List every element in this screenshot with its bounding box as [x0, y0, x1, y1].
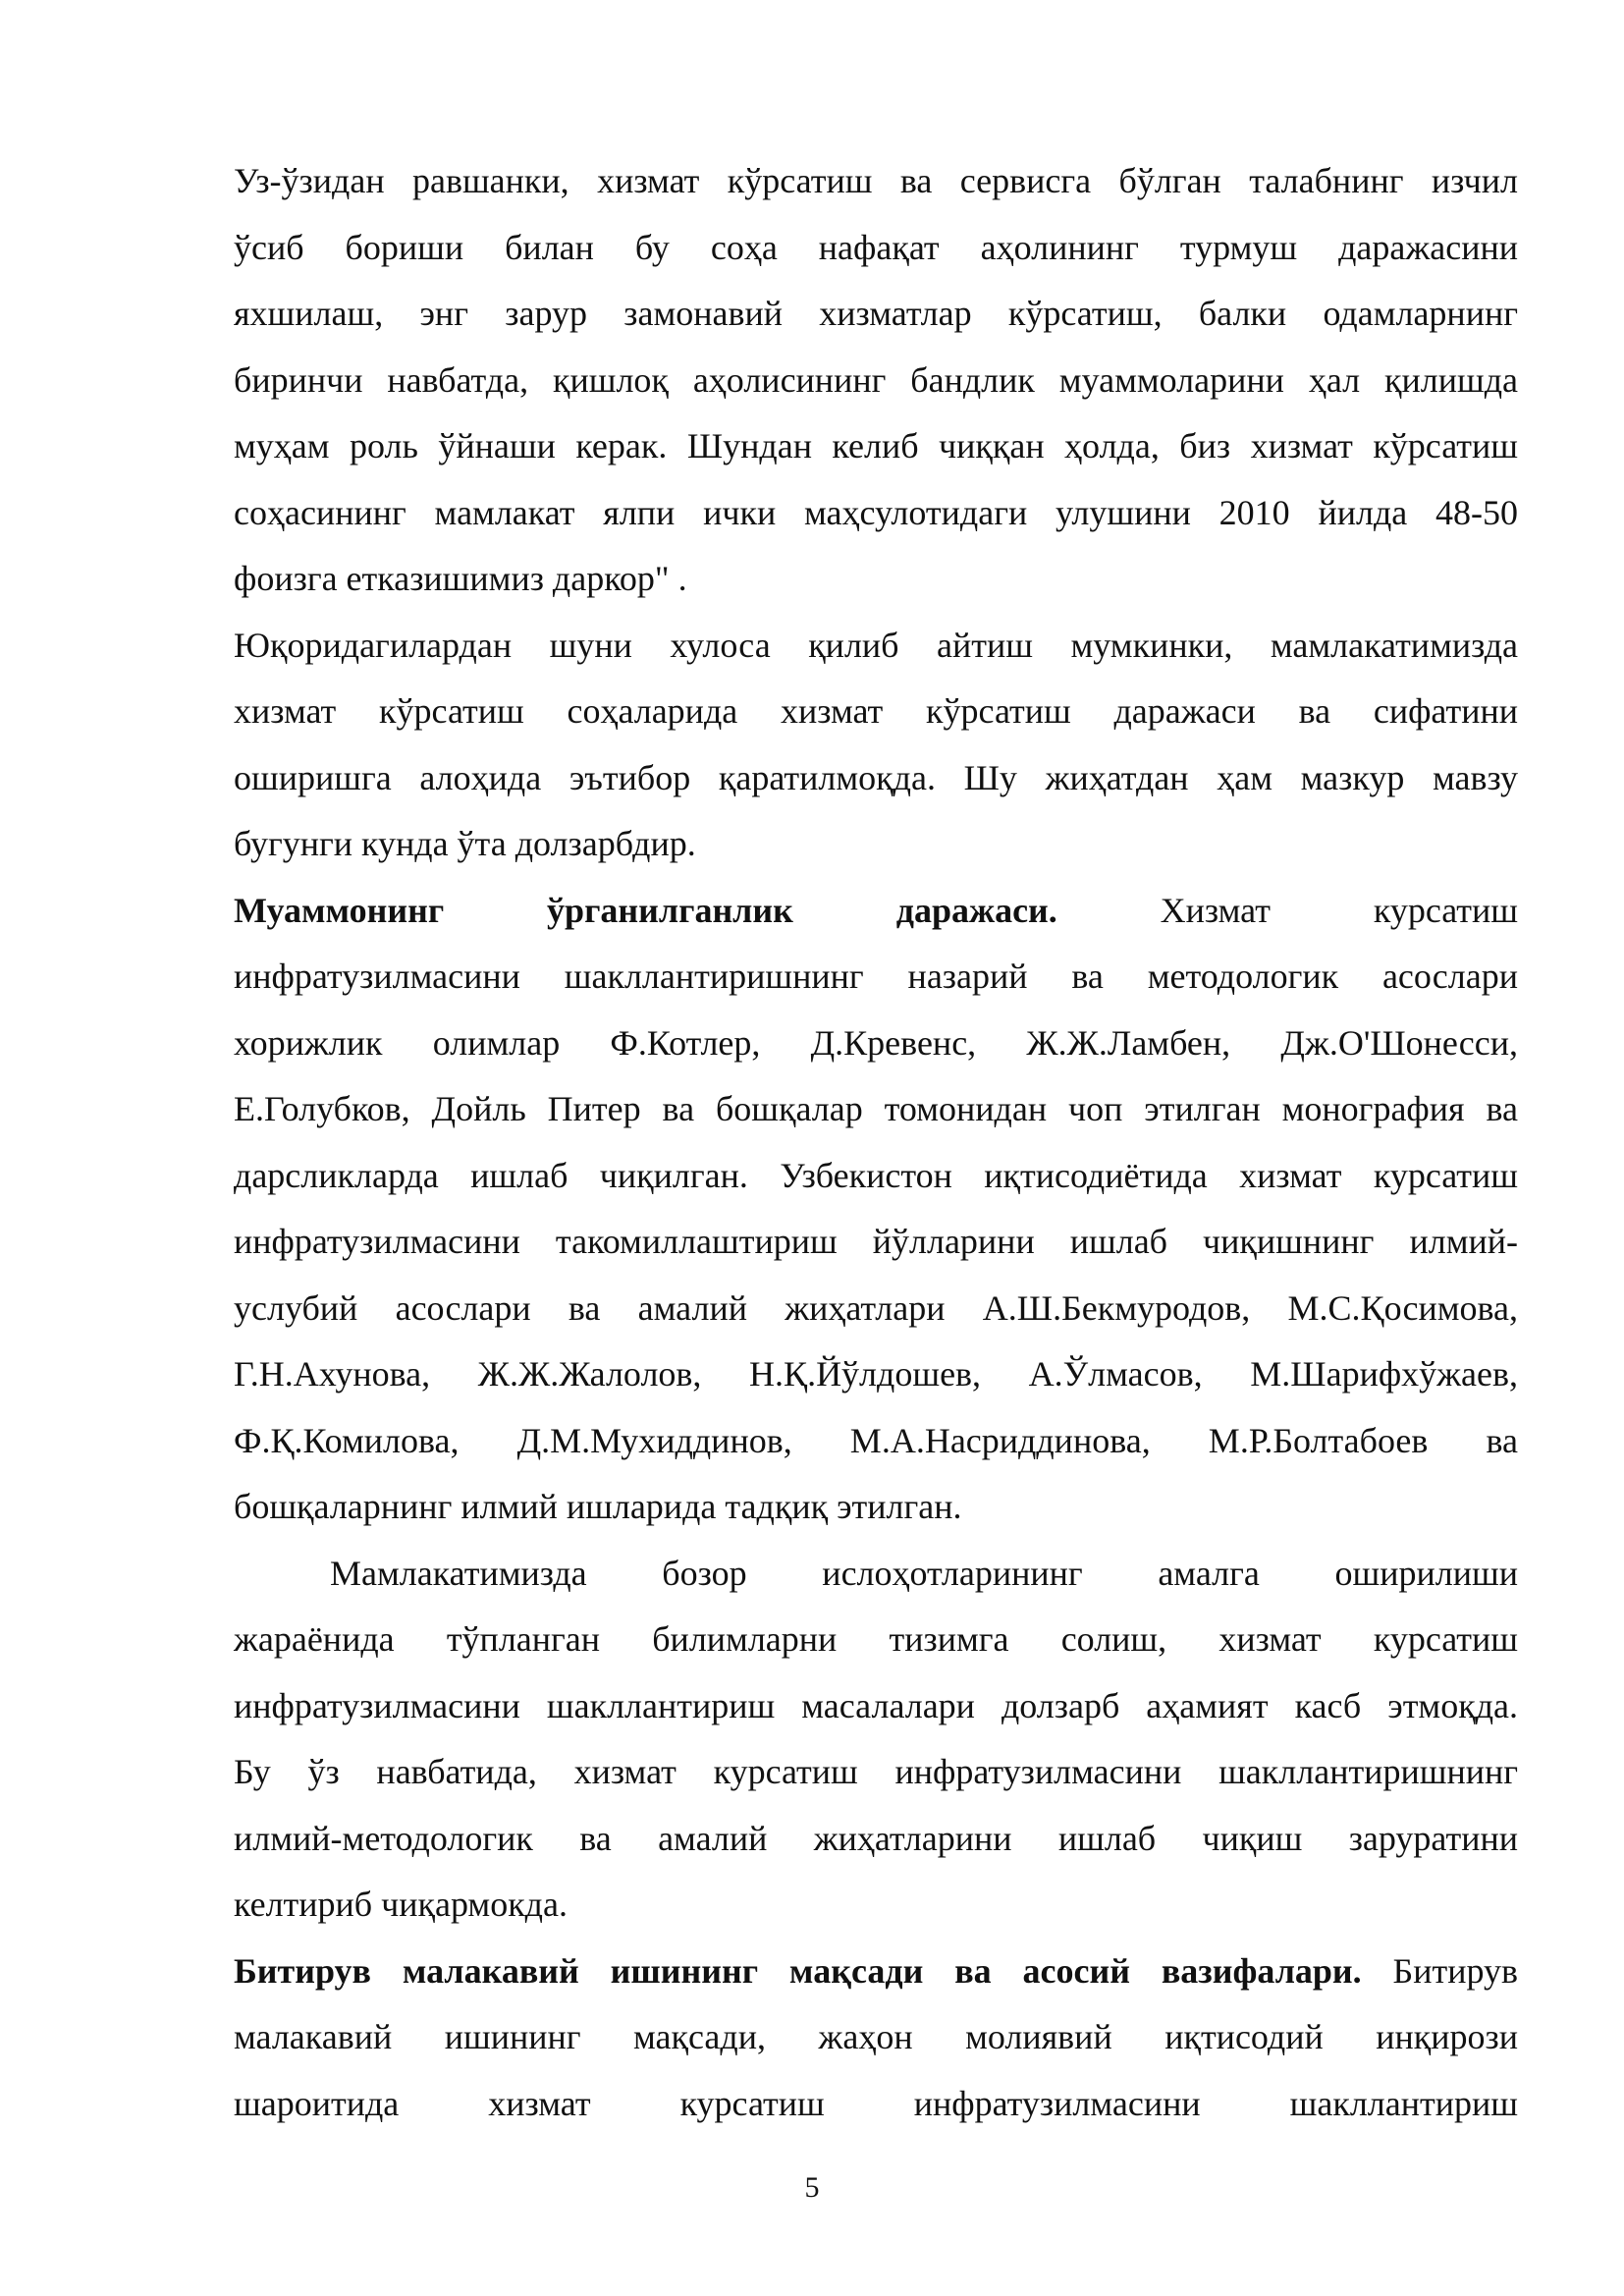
text-line: инфратузилмасини такомиллаштириш йўлларини ишлаб чиқишнинг илмий- [234, 1222, 1518, 1261]
text-line: дарсликларда ишлаб чиқилган. Узбекистон иқтисодиётида хизмат курсатиш [234, 1155, 1518, 1195]
text-line: шароитида хизмат курсатиш инфратузилмасини шакллантириш [234, 2083, 1518, 2123]
text-line: оширишга алоҳида эътибор қаратилмоқда. Шу жиҳатдан ҳам мазкур мавзу [234, 757, 1518, 797]
paragraph-thesis-goals [234, 1939, 1518, 2138]
text-line: биринчи навбатда, қишлоқ аҳолисининг бандлик муаммоларини ҳал қилишда [234, 359, 1518, 400]
text-line [234, 878, 1518, 945]
text-line: соҳасининг мамлакат ялпи ички маҳсулотидаги улушини 2010 йилда 48-50 [234, 492, 1518, 532]
text-line: инфратузилмасини шакллантиришнинг назарий ва методологик асослари [234, 957, 1518, 996]
text-line: бошқаларнинг илмий ишларида тадқиқ этилган. [234, 1487, 962, 1526]
body-text [234, 148, 1518, 2137]
text-line: Е.Голубков, Дойль Питер ва бошқалар томонидан чоп этилган монография ва [234, 1089, 1518, 1128]
text-line: Г.Н.Ахунова, Ж.Ж.Жалолов, Н.Қ.Йўлдошев, А.Ўлмасов, М.Шарифхўжаев, [234, 1354, 1518, 1394]
text-line: Ф.Қ.Комилова, Д.М.Мухиддинов, М.А.Насриддинова, М.Р.Болтабоев ва [234, 1420, 1518, 1460]
text-line: бугунги кунда ўта долзарбдир. [234, 824, 696, 863]
text-line: муҳам роль ўйнаши керак. Шундан келиб чиққан ҳолда, биз хизмат кўрсатиш [234, 426, 1518, 465]
section-heading: Муаммонинг ўрганилганлик даражаси. [234, 890, 1057, 930]
text-line: Мамлакатимизда бозор ислоҳотларининг амалга оширилиши [330, 1553, 1518, 1593]
section-heading: Битирув малакавий ишининг мақсади ва асосий вазифалари. [234, 1950, 1362, 1991]
text-line: Юқоридагилардан шуни хулоса қилиб айтиш мумкинки, мамлакатимизда [234, 625, 1518, 665]
text-line: Бу ўз навбатида, хизмат курсатиш инфратузилмасини шакллантиришнинг [234, 1752, 1518, 1791]
text-line: малакавий ишининг мақсади, жаҳон молиявий иқтисодий инқирози [234, 2017, 1518, 2056]
paragraph-conclusion [234, 613, 1518, 878]
text-line: фоизга етказишимиз даркор" . [234, 559, 687, 598]
text-line: илмий-методологик ва амалий жиҳатларини ишлаб чиқиш заруратини [234, 1818, 1518, 1858]
paragraph-reforms [234, 1541, 1518, 1939]
paragraph-intro [234, 148, 1518, 613]
text-line: ўсиб бориши билан бу соҳа нафақат аҳолининг турмуш даражасини [234, 227, 1518, 267]
paragraph-research-degree [234, 878, 1518, 1541]
text-line: келтириб чиқармокда. [234, 1885, 568, 1924]
heading-continuation: Битирув [1392, 1950, 1518, 1991]
text-line: хорижлик олимлар Ф.Котлер, Д.Кревенс, Ж.Ж.Ламбен, Дж.О'Шонесси, [234, 1022, 1518, 1063]
text-line: услубий асослари ва амалий жиҳатлари А.Ш.Бекмуродов, М.С.Қосимова, [234, 1287, 1518, 1328]
text-line: Уз-ўзидан равшанки, хизмат кўрсатиш ва сервисга бўлган талабнинг изчил [234, 161, 1518, 200]
text-line [234, 1939, 1518, 2005]
text-line: яхшилаш, энг зарур замонавий хизматлар кўрсатиш, балки одамларнинг [234, 294, 1518, 333]
text-line: жараёнида тўпланган билимларни тизимга солиш, хизмат курсатиш [234, 1619, 1518, 1659]
text-line: хизмат кўрсатиш соҳаларида хизмат кўрсатиш даражаси ва сифатини [234, 691, 1518, 731]
page-number: 5 [804, 2171, 820, 2204]
text-line: инфратузилмасини шакллантириш масалалари долзарб аҳамият касб этмоқда. [234, 1685, 1518, 1725]
heading-continuation: Хизмат курсатиш [1160, 890, 1518, 930]
